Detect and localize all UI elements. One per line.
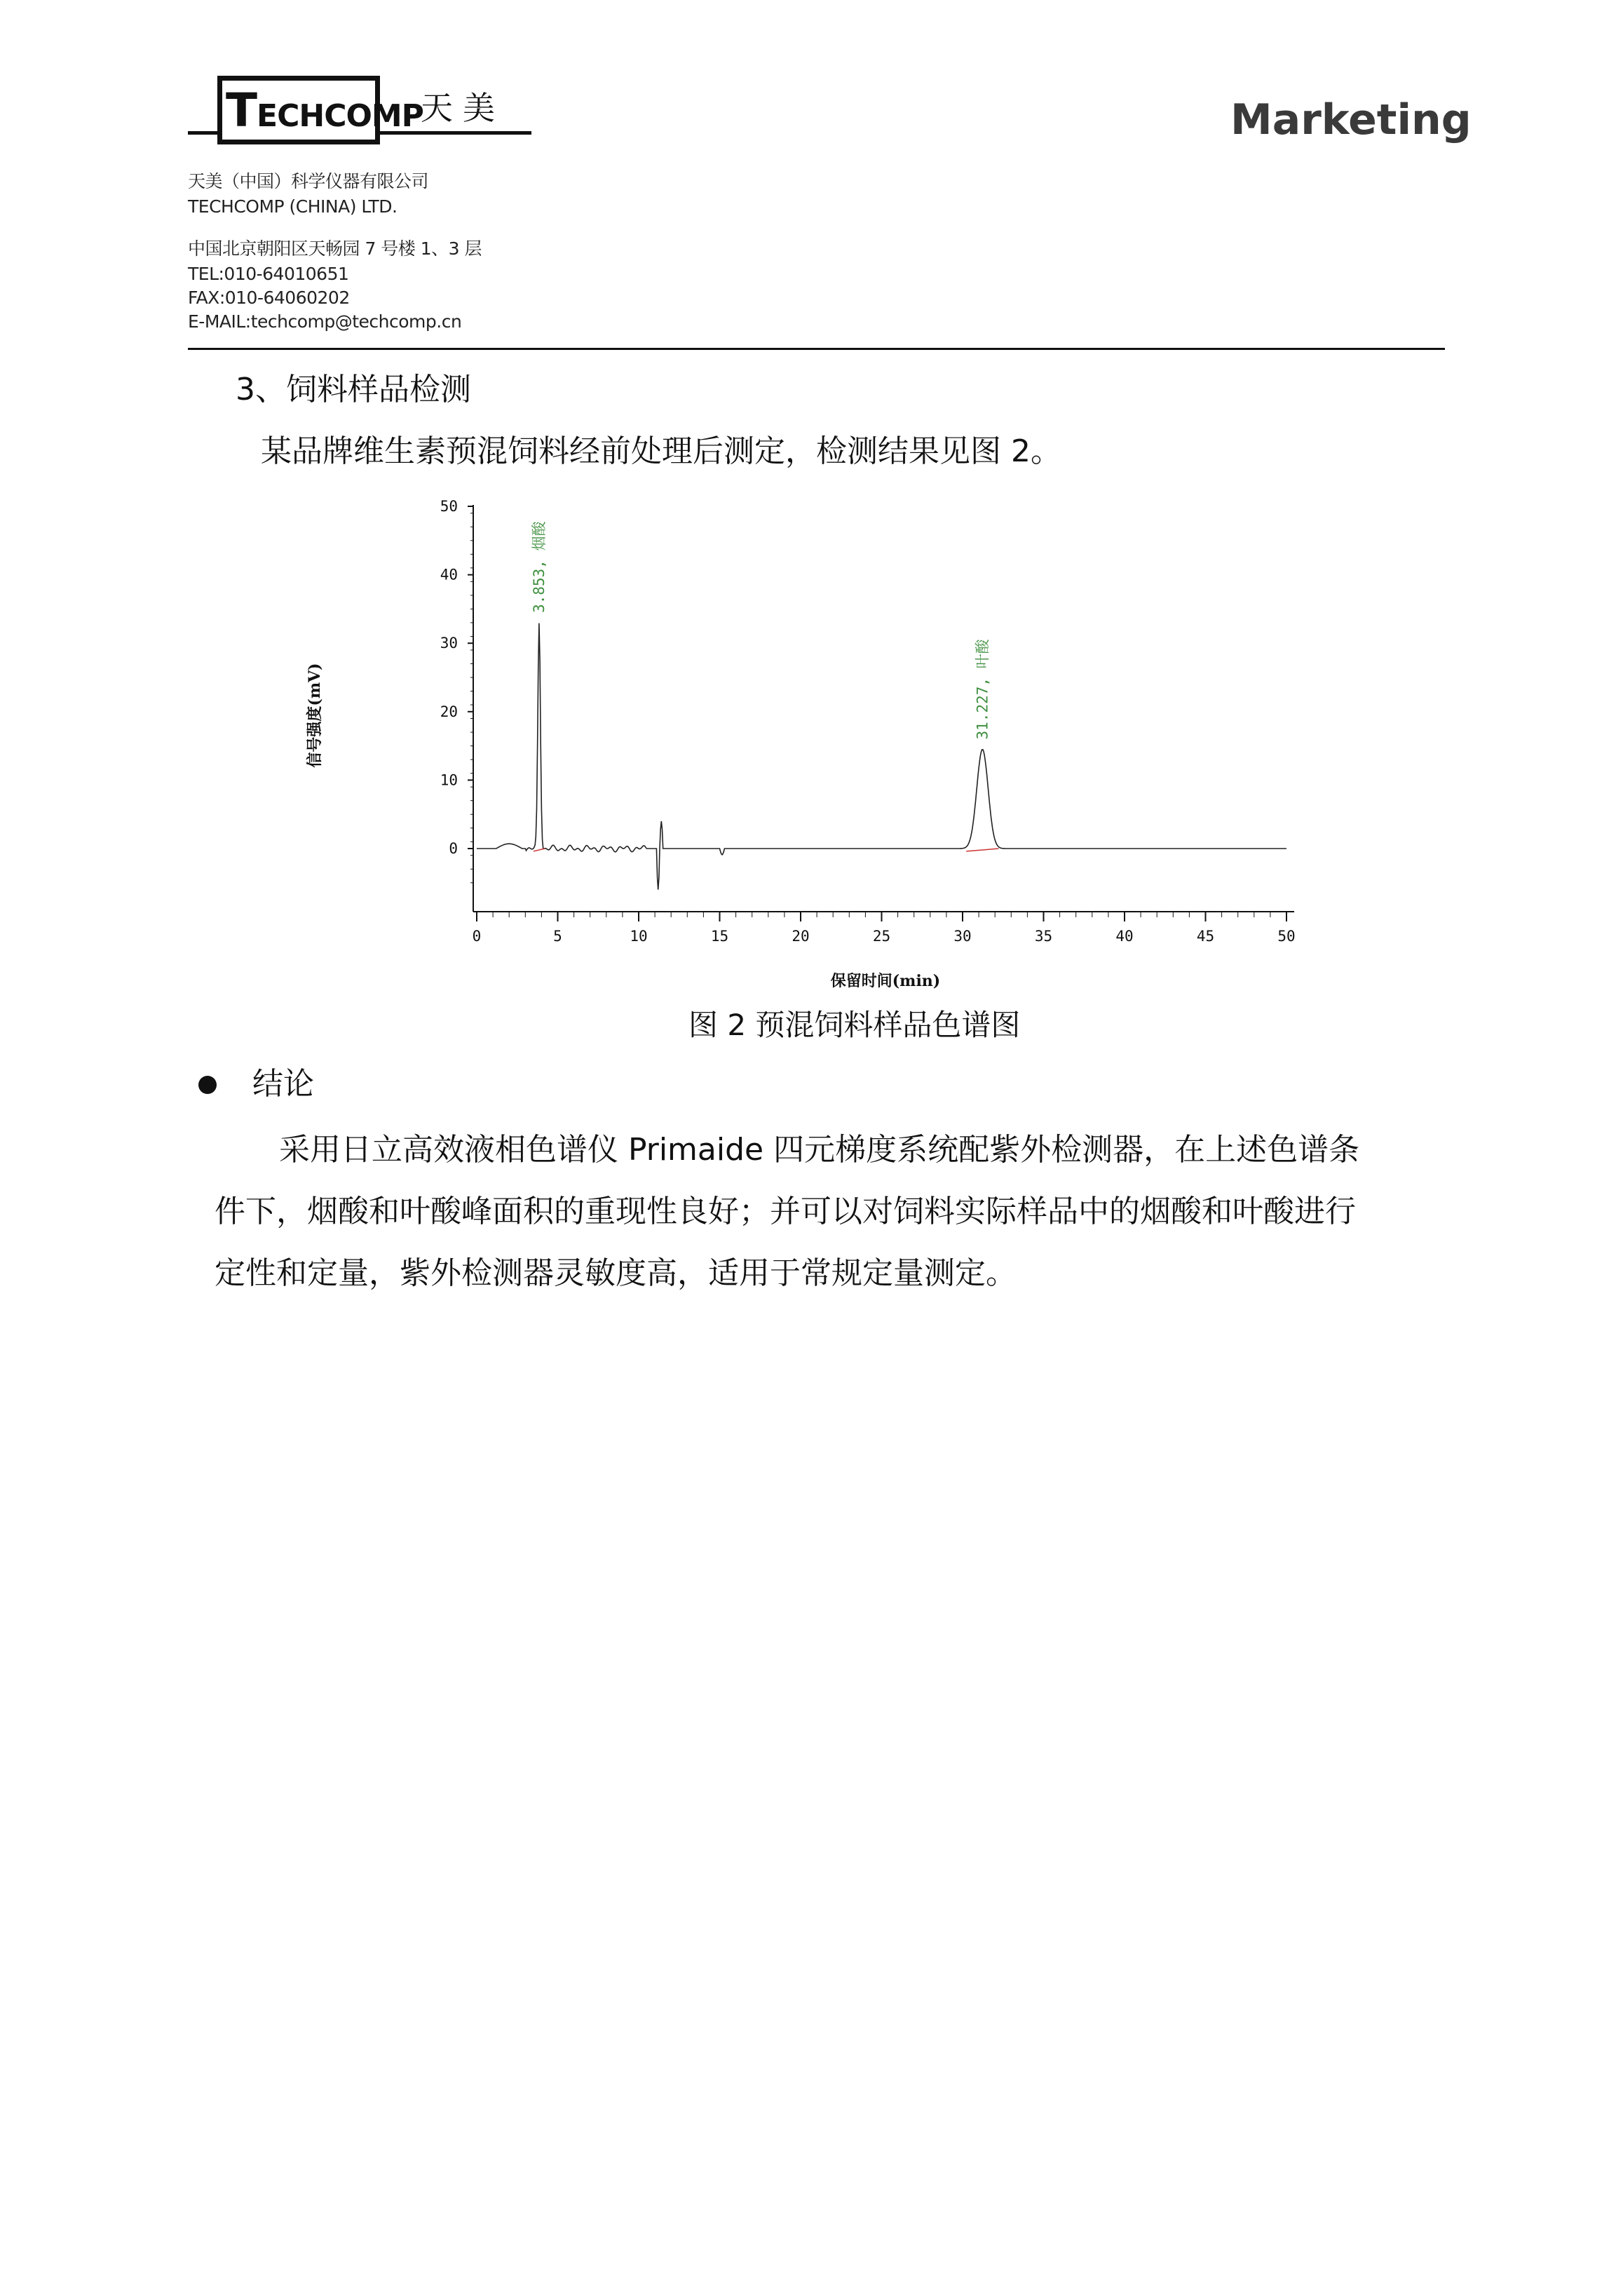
y-tick-label: 30 — [440, 635, 458, 652]
section-heading: 3、饲料样品检测 — [236, 372, 471, 407]
chart-axes — [440, 498, 1296, 945]
peak-baseline — [534, 849, 545, 851]
x-tick-label: 40 — [1115, 928, 1134, 945]
x-tick-label: 5 — [553, 928, 562, 945]
conclusion-line-2: 件下，烟酸和叶酸峰面积的重现性良好；并可以对饲料实际样品中的烟酸和叶酸进行 — [215, 1194, 1356, 1229]
company-name-cn: 天美（中国）科学仪器有限公司 — [188, 171, 429, 191]
x-tick-label: 35 — [1034, 928, 1053, 945]
header-rule — [188, 348, 1445, 350]
conclusion-line-1: 采用日立高效液相色谱仪 Primaide 四元梯度系统配紫外检测器，在上述色谱条 — [279, 1132, 1360, 1168]
bullet-icon — [198, 1076, 217, 1094]
x-tick-label: 15 — [710, 928, 729, 945]
y-axis-title: 信号强度(mV) — [306, 663, 324, 768]
peak-label-niacin: 3.853, 烟酸 — [531, 521, 548, 613]
y-tick-label: 20 — [440, 703, 458, 720]
company-fax: FAX:010-64060202 — [188, 288, 350, 308]
x-tick-label: 0 — [472, 928, 482, 945]
peak-label-folic-acid: 31.227, 叶酸 — [974, 639, 991, 740]
x-tick-label: 50 — [1277, 928, 1296, 945]
x-tick-label: 45 — [1196, 928, 1215, 945]
company-tel: TEL:010-64010651 — [188, 264, 349, 284]
y-tick-label: 0 — [449, 840, 458, 857]
figure-caption: 图 2 预混饲料样品色谱图 — [688, 1008, 1021, 1042]
chromatogram-svg — [294, 491, 1332, 996]
section-intro: 某品牌维生素预混饲料经前处理后测定，检测结果见图 2。 — [261, 433, 1061, 469]
x-tick-label: 30 — [953, 928, 972, 945]
department-label: Marketing — [1230, 95, 1472, 144]
x-tick-label: 20 — [792, 928, 810, 945]
logo-initial: T — [226, 83, 257, 137]
y-tick-label: 10 — [440, 771, 458, 789]
conclusion-line-3: 定性和定量，紫外检测器灵敏度高，适用于常规定量测定。 — [215, 1255, 1017, 1291]
company-email: E-MAIL:techcomp@techcomp.cn — [188, 311, 462, 332]
peak-baseline — [966, 849, 998, 851]
x-axis-title: 保留时间(min) — [830, 972, 941, 990]
chromatogram-chart — [294, 491, 1332, 996]
x-tick-label: 25 — [872, 928, 891, 945]
company-address: 中国北京朝阳区天畅园 7 号楼 1、3 层 — [188, 238, 482, 259]
logo-text: ECHCOMP — [257, 98, 423, 134]
y-tick-label: 50 — [440, 498, 458, 515]
company-name-en: TECHCOMP (CHINA) LTD. — [188, 196, 398, 217]
chart-marks — [477, 520, 1286, 889]
y-tick-label: 40 — [440, 566, 458, 583]
logo-wordmark — [226, 83, 423, 137]
x-tick-label: 10 — [630, 928, 648, 945]
signal-trace — [477, 623, 1286, 890]
logo-chinese: 天美 — [421, 89, 505, 127]
conclusion-heading: 结论 — [252, 1066, 314, 1102]
